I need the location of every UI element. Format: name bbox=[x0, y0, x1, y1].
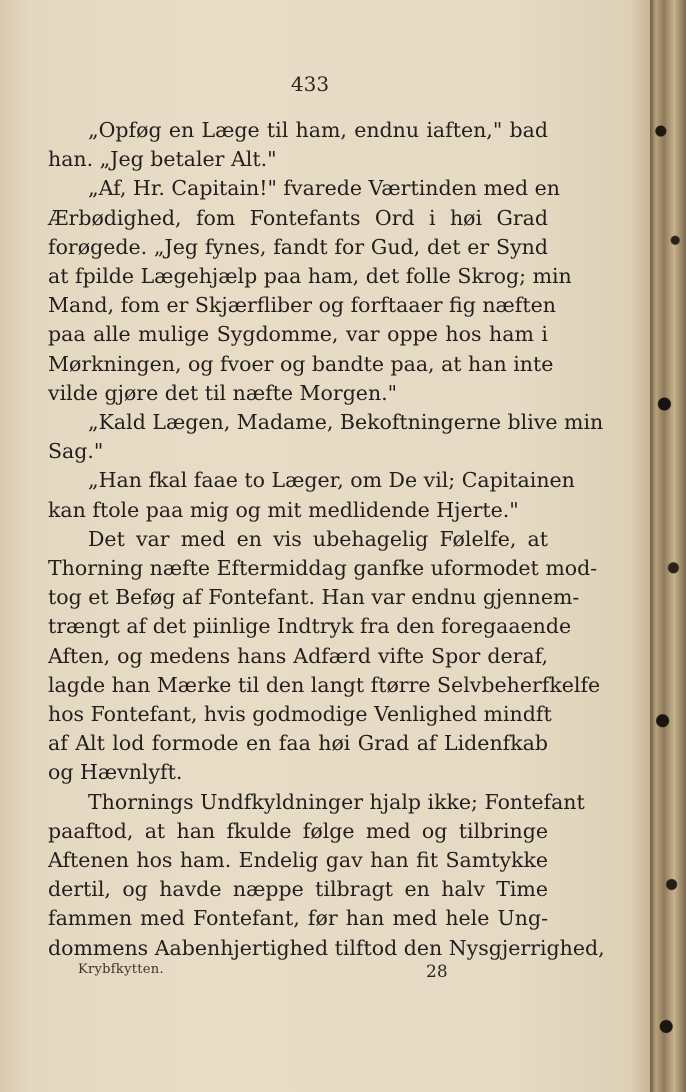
text-line: paa alle mulige Sygdomme, var oppe hos ham i bbox=[48, 322, 548, 347]
text-line: lagde han Mærke til den langt ftørre Selvbeherfkelfe bbox=[48, 672, 601, 697]
text-line: dommens Aabenhjertighed tilftod den Nysgjerrighed, bbox=[48, 935, 605, 960]
signature-mark: Krybfkytten. bbox=[78, 962, 164, 977]
text-line: han. „Jeg betaler Alt." bbox=[48, 147, 277, 172]
text-line: Det var med en vis ubehagelig Følelfe, at bbox=[88, 526, 548, 551]
text-line: fammen med Fontefant, før han med hele Ung- bbox=[48, 906, 548, 931]
text-line: „Han fkal faae to Læger, om De vil; Capitainen bbox=[88, 468, 575, 493]
text-line: Ærbødighed, fom Fontefants Ord i høi Grad bbox=[48, 205, 548, 230]
text-line: „Af, Hr. Capitain!" fvarede Værtinden med en bbox=[88, 176, 561, 201]
text-line: og Hævnlyft. bbox=[48, 760, 183, 785]
text-line: forøgede. „Jeg fynes, fandt for Gud, det er Synd bbox=[48, 234, 548, 259]
body-text bbox=[48, 116, 605, 963]
text-line: tog et Beføg af Fontefant. Han var endnu gjennem- bbox=[48, 585, 580, 610]
text-line: trængt af det piinlige Indtryk fra den foregaaende bbox=[48, 614, 572, 639]
text-line: paaftod, at han fkulde følge med og tilbringe bbox=[48, 818, 548, 843]
text-line: kan ftole paa mig og mit medlidende Hjerte." bbox=[48, 497, 519, 522]
text-line: „Kald Lægen, Madame, Bekoftningerne blive min bbox=[88, 410, 604, 435]
page-edge-binding bbox=[650, 0, 686, 1092]
text-line: Sag." bbox=[48, 439, 104, 464]
text-line: Thorning næfte Eftermiddag ganfke uformodet mod- bbox=[48, 556, 598, 581]
text-line: Thornings Undfkyldninger hjalp ikke; Fontefant bbox=[88, 789, 585, 814]
text-line: at fpilde Lægehjælp paa ham, det folle Skrog; min bbox=[48, 264, 572, 289]
page-number: 433 bbox=[290, 72, 330, 96]
text-line: dertil, og havde næppe tilbragt en halv Time bbox=[48, 877, 548, 902]
text-line: Mørkningen, og fvoer og bandte paa, at han inte bbox=[48, 351, 554, 376]
text-line: Aften, og medens hans Adfærd vifte Spor deraf, bbox=[48, 643, 548, 668]
text-line: hos Fontefant, hvis godmodige Venlighed mindft bbox=[48, 702, 552, 727]
sheet-number: 28 bbox=[426, 962, 448, 982]
text-line: Aftenen hos ham. Endelig gav han fit Samtykke bbox=[48, 848, 548, 873]
text-line: „Opføg en Læge til ham, endnu iaften," bad bbox=[88, 118, 548, 142]
text-line: af Alt lod formode en faa høi Grad af Lidenfkab bbox=[48, 731, 548, 756]
text-line: vilde gjøre det til næfte Morgen." bbox=[48, 380, 398, 405]
text-line: Mand, fom er Skjærfliber og forftaaer fig næften bbox=[48, 293, 556, 318]
